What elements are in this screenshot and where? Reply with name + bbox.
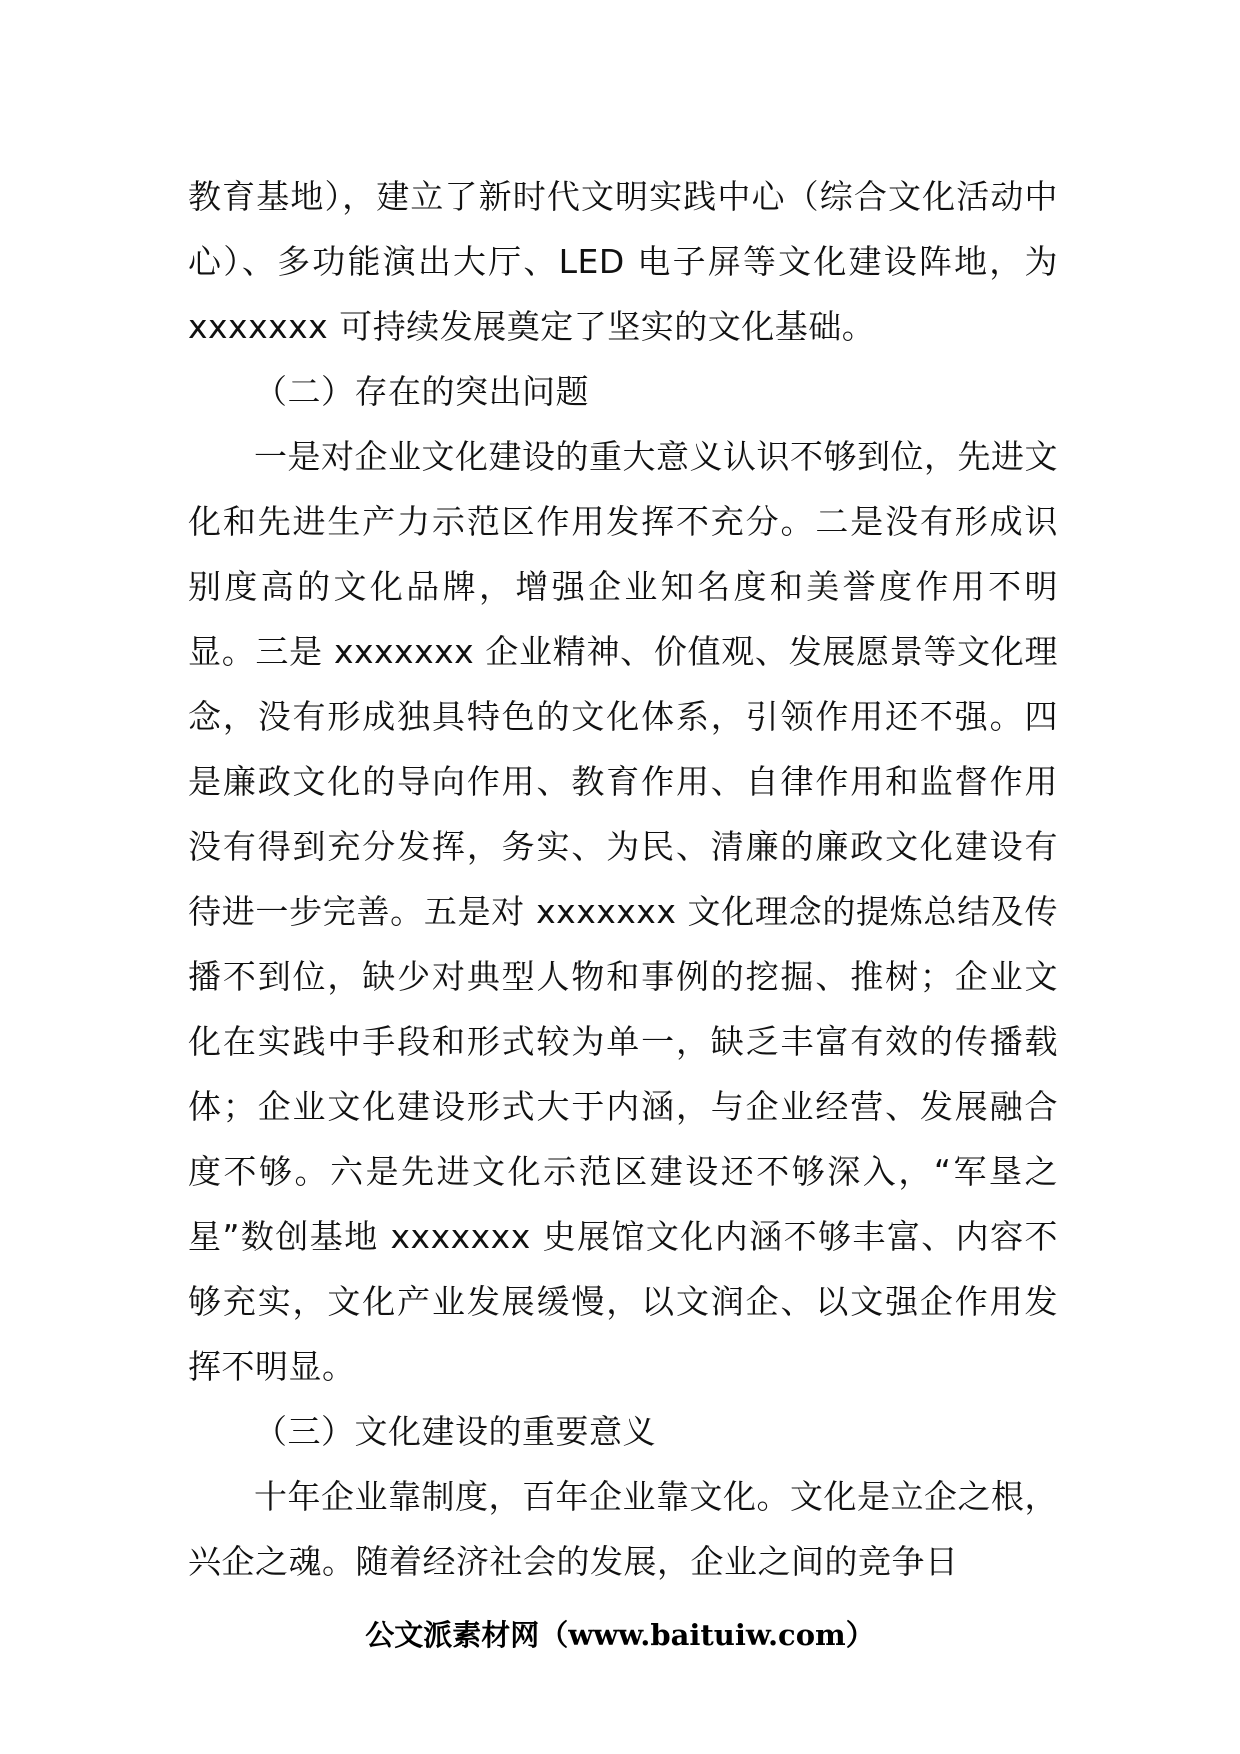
significance-paragraph: 十年企业靠制度，百年企业靠文化。文化是立企之根，兴企之魂。随着经济社会的发展，企业之间的竞争日 [188, 1477, 1058, 1581]
continuation-paragraph: 教育基地），建立了新时代文明实践中心（综合文化活动中心）、多功能演出大厅、LED 电子屏等文化建设阵地，为 xxxxxxx 可持续发展奠定了坚实的文化基础。 [188, 177, 1058, 346]
section-heading-3: （三）文化建设的重要意义 [254, 1412, 656, 1451]
problems-paragraph: 一是对企业文化建设的重大意义认识不够到位，先进文化和先进生产力示范区作用发挥不充分。二是没有形成识别度高的文化品牌，增强企业知名度和美誉度作用不明显。三是 xxxxxxx 企业精神、价值观、发展愿景等文化理念，没有形成独具特色的文化体系，引领作用还不强。四是廉政文化的导向作用、教育作用、自律作用和监督作用没有得到充分发挥，务实、为民、清廉的廉政文化建设有待进一步完善。五是对 xxxxxxx 文化理念的提炼总结及传播不到位，缺少对典型人物和事例的挖掘、推树；企业文化在实践中手段和形式较为单一，缺乏丰富有效的传播载体；企业文化建设形式大于内涵，与企业经营、发展融合度不够。六是先进文化示范区建设还不够深入，“军垦之星”数创基地 xxxxxxx 史展馆文化内涵不够丰富、内容不够充实，文化产业发展缓慢，以文润企、以文强企作用发挥不明显。 [188, 437, 1058, 1386]
document-body [188, 164, 1058, 1594]
page-footer-watermark: 公文派素材网（www.baituiw.com） [365, 1618, 875, 1652]
section-heading-2: （二）存在的突出问题 [254, 372, 589, 411]
